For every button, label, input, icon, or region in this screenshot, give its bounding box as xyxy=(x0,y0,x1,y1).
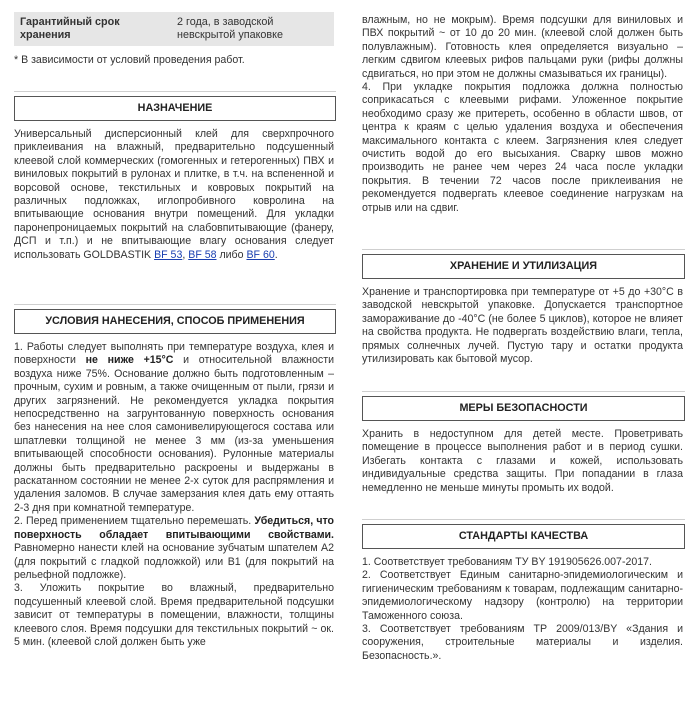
application-step-2: 2. Перед применением тщательно перемешать. Убедиться, что поверхность обладает впитывающими свойствами. Равномерно нанести клей на основание зубчатым шпателем А2 (для покрытий с гладкой подложкой) или В1 (для покрытий на рельефной подложке). xyxy=(14,515,334,581)
application-step-3-cont: влажным, но не мокрым). Время подсушки для виниловых и ПВХ покрытий ~ от 10 до 20 мин. (клеевой слой должен быть полувлажным). Готовность клея определяется визуально – легким сдвигом клеевых рифов пальцами руки (рифы должны сдвигаться, но при этом не должны смазываться их границы). xyxy=(362,14,683,80)
safety-text: Хранить в недоступном для детей месте. Проветривать помещение в процессе выполнения работ и в период сушки. Избегать контакта с глазами и кожей, использовать индивидуальные средства защиты. При попадании в глаза немедленно не меньше минуты промыть их водой. xyxy=(362,428,683,494)
standards-heading xyxy=(362,524,685,549)
application-continuation xyxy=(362,14,683,215)
standards-heading-text: СТАНДАРТЫ КАЧЕСТВА xyxy=(458,530,589,542)
standards-section xyxy=(362,556,683,663)
standard-3: 3. Соответствует требованиям ТР 2009/013/BY «Здания и сооружения, строительные материалы и изделия. Безопасность.». xyxy=(362,623,683,662)
spec-label: Гарантийный срок хранения xyxy=(20,16,120,41)
bf60-link[interactable]: BF 60 xyxy=(246,248,275,261)
purpose-heading xyxy=(14,96,336,121)
application-section xyxy=(14,341,334,649)
purpose-heading-text: НАЗНАЧЕНИЕ xyxy=(137,102,213,114)
purpose-text: Универсальный дисперсионный клей для сверхпрочного приклеивания на влажный, предварительно подсушенный клеевой слой коммерческих (гомогенных и гетерогенных) ПВХ и виниловых покрытий в рулонах и плитке, в т.ч. на вспененной и ворсовой основе, текстильных и ковровых покрытий на различных подложках, иглопробивного ковролина на впитывающие основания внутри помещений. Для укладки паронепроницаемых покрытий на слабовпитывающие (фанеру, ДСП и т.п.) и не впитывающие влагу основания следует использовать GOLDBASTIK BF 53, BF 58 либо BF 60. xyxy=(14,128,334,261)
bf53-link[interactable]: BF 53 xyxy=(154,248,183,261)
safety-section xyxy=(362,428,683,495)
footnote: * В зависимости от условий проведения работ. xyxy=(14,54,245,66)
storage-section xyxy=(362,286,683,366)
spec-value: 2 года, в заводской невскрытой упаковке xyxy=(177,16,284,41)
application-step-3: 3. Уложить покрытие во влажный, предварительно подсушенный клеевой слой. Время предварительной подсушки зависит от температуры в помещении, влажности, толщины клеевого слоя. Время подсушки для текстильных покрытий ~ ок. 5 мин. (клеевой слой должен быть уже xyxy=(14,582,334,648)
standard-2: 2. Соответствует Единым санитарно-эпидемиологическим и гигиеническим требованиям к товарам, подлежащим санитарно-эпидемиологическому надзору (контролю) на территории Таможенного союза. xyxy=(362,569,683,622)
standard-1: 1. Соответствует требованиям ТУ BY 191905626.007-2017. xyxy=(362,556,652,568)
storage-heading-text: ХРАНЕНИЕ И УТИЛИЗАЦИЯ xyxy=(449,260,598,272)
application-heading-text: УСЛОВИЯ НАНЕСЕНИЯ, СПОСОБ ПРИМЕНЕНИЯ xyxy=(45,315,305,327)
application-step-1: 1. Работы следует выполнять при температуре воздуха, клея и поверхности не ниже +15°С и относительной влажности воздуха ниже 75%. Основание должно быть подготовленным – прочным, сухим и ровным, а также очищенным от пыли, грязи и других загрязнений. Не рекомендуется укладка покрытия непосредственно на загрунтованную поверхность основания без нанесения на нее слоя самонивелирующегося состава или шпатлевки толщиной не менее 3 мм (из-за уменьшения впитывающей способности основания). Рулонные материалы должны быть предварительно раскроены и выдержаны в раскатанном состоянии не менее 2-х суток для распрямления и удаления заломов. В случае замерзания клея дать ему оттаять 2-3 дня при комнатной температуре. xyxy=(14,341,334,514)
purpose-section xyxy=(14,128,334,262)
application-heading xyxy=(14,309,336,334)
spec-row xyxy=(14,12,334,46)
bf58-link[interactable]: BF 58 xyxy=(188,248,217,261)
safety-heading-text: МЕРЫ БЕЗОПАСНОСТИ xyxy=(459,402,588,414)
storage-heading xyxy=(362,254,685,279)
safety-heading xyxy=(362,396,685,421)
storage-text: Хранение и транспортировка при температуре от +5 до +30°С в заводской невскрытой упаковке. Допускается транспортное замораживание до -40°С (не более 5 циклов), которое не влияет на свойства продукта. Не подвергать воздействию влаги, тепла, прямых солнечных лучей. Пустую тару и остатки продукта утилизировать как бытовой мусор. xyxy=(362,286,683,366)
application-step-4: 4. При укладке покрытия подложка должна полностью соприкасаться с клеевыми рифами. Уложенное покрытие необходимо сразу же притереть, особенно в области швов, от центра к краям с целью удаления воздуха и обеспечения максимального контакта с клеем. Загрязнения клея следует очистить водой до его высыхания. Сварку швов можно производить не ранее чем через 24 часа после укладки покрытия. В течении 72 часов после приклеивания не рекомендуется подвергать клеевое соединение нагрузкам на отрыв или на сдвиг. xyxy=(362,81,683,214)
